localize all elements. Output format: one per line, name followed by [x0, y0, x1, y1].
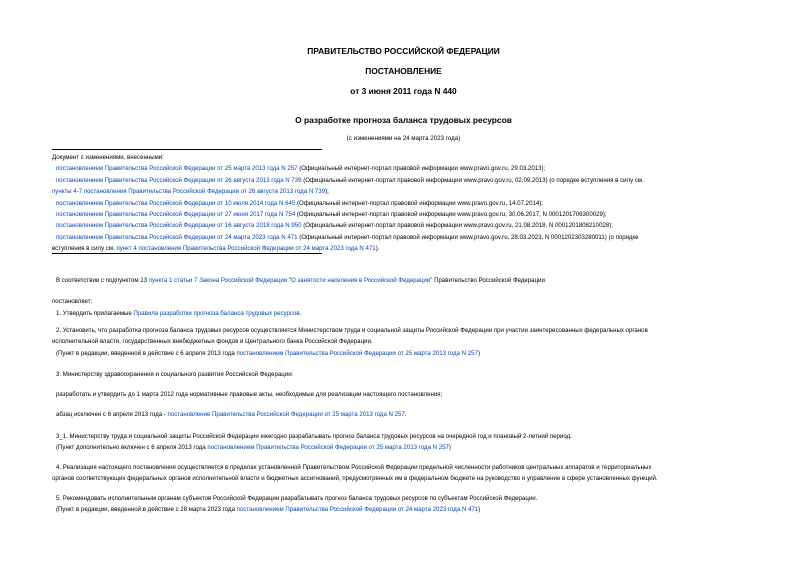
rules-link[interactable]: Правила разработки прогноза баланса трудовых ресурсов	[133, 310, 300, 317]
clause-3-1: 3_1. Министерству труда и социальной защиты Российской Федерации ежегодно разрабатывать прогноз баланса трудовых ресурсов на очередной год и плановый 2-летний период. (Пункт дополнительно включен с 6 апреля 2013 года постановлением Правительства Российской Федерации от 25 марта 2013 года N 257)	[52, 431, 750, 454]
history-entry: постановлением Правительства Российской Федерации от 26 августа 2013 года N 739 (Официальный интернет-портал правовой информации www.pravo.gov.ru, 02.09.2013) (о порядке вступления в силу см.	[56, 176, 644, 184]
government-heading: ПРАВИТЕЛЬСТВО РОССИЙСКОЙ ФЕДЕРАЦИИ	[307, 46, 500, 56]
amendment-link[interactable]: постановлением Правительства Российской Федерации от 26 августа 2013 года N 739	[56, 176, 302, 184]
clause-2-line-2: исполнительной власти, государственных внебюджетных фондов и Центрального банка Российской Федерации.	[52, 338, 373, 346]
history-top-divider	[52, 149, 322, 150]
clause-1: 1. Утвердить прилагаемые Правила разработки прогноза баланса трудовых ресурсов.	[56, 310, 302, 317]
history-entry-continuation: пункты 4-7 постановления Правительства Российской Федерации от 26 августа 2013 года N 739);	[52, 188, 329, 196]
clause-5: 5. Рекомендовать исполнительным органам субъектов Российской Федерации разрабатывать прогноз баланса трудовых ресурсов по субъектам Российской Федерации. (Пункт в редакции, введенной в действие с 28 марта 2023 года постановлением Правительства Российской Федерации от 24 марта 2023 года N 471)	[52, 493, 750, 516]
amendment-link[interactable]: постановлением Правительства Российской Федерации от 25 марта 2013 года N 257	[56, 165, 298, 173]
history-entry: постановлением Правительства Российской Федерации от 10 июля 2014 года N 645 (Официальный интернет-портал правовой информации www.pravo.gov.ru, 14.07.2014);	[56, 199, 543, 207]
amendment-link[interactable]: постановлением Правительства Российской Федерации от 24 марта 2023 года N 471	[56, 233, 298, 241]
clause-2-note: (Пункт в редакции, введенной в действие с 6 апреля 2013 года постановлением Правительства Российской Федерации от 25 марта 2013 года N 257)	[56, 349, 480, 357]
history-bottom-divider	[52, 253, 322, 254]
amendment-link[interactable]: постановление Правительства Российской Федерации от 25 марта 2013 года N 257	[167, 411, 405, 418]
amendment-link[interactable]: постановлением Правительства Российской Федерации от 25 марта 2013 года N 257	[236, 349, 478, 357]
amendment-link[interactable]: постановлением Правительства Российской Федерации от 27 июня 2017 года N 754	[56, 211, 296, 219]
preamble: В соответствии с подпунктом 13 пункта 1 статьи 7 Закона Российской Федерации "О занятости населения в Российской Федерации" Правительство Российской Федерации	[56, 277, 545, 284]
amendment-link[interactable]: пункты 4-7 постановления Правительства Российской Федерации от 26 августа 2013 года N 739	[52, 188, 326, 196]
history-entry: постановлением Правительства Российской Федерации от 24 марта 2023 года N 471 (Официальный интернет-портал правовой информации www.pravo.gov.ru, 28.03.2023, N 0001202303280011) (о порядке	[56, 233, 639, 241]
amendment-link[interactable]: постановлением Правительства Российской Федерации от 16 августа 2018 года N 950	[56, 222, 302, 230]
revision-note: (с изменениями на 24 марта 2023 года)	[346, 135, 461, 142]
history-entry-continuation: вступления в силу см. пункт 4 постановления Правительства Российской Федерации от 24 марта 2023 года N 471).	[52, 245, 380, 253]
employment-law-link[interactable]: О занятости населения в Российской Федерации	[291, 277, 431, 284]
clause-4: 4. Реализация настоящего постановления осуществляется в пределах установленной Правительством Российской Федерации предельной численности работников центральных аппаратов и территориальных органов соответствующих федеральных органов исполнительной власти и бюджетных ассигнований, предусмотренных им в федеральном бюджете на руководство и управление в сфере установленных функций.	[52, 464, 658, 483]
document-title: О разработке прогноза баланса трудовых ресурсов	[295, 115, 512, 125]
amendment-link[interactable]: постановлением Правительства Российской Федерации от 10 июля 2014 года N 645	[56, 199, 296, 207]
history-intro: Документ с изменениями, внесенными:	[52, 154, 164, 161]
decree-word: постановляет:	[52, 298, 93, 305]
clause-2-line-1: 2. Установить, что разработка прогноза баланса трудовых ресурсов осуществляется Министерством труда и социальной защиты Российской Федерации при участии заинтересованных федеральных органов	[56, 327, 648, 334]
amendment-link[interactable]: постановлением Правительства Российской Федерации от 24 марта 2023 года N 471	[236, 506, 479, 514]
clause-3-excluded: абзац исключен с 6 апреля 2013 года - постановление Правительства Российской Федерации от 25 марта 2013 года N 257.	[56, 411, 407, 418]
document-date-number: от 3 июня 2011 года N 440	[350, 86, 457, 96]
history-entry: постановлением Правительства Российской Федерации от 16 августа 2018 года N 950 (Официальный интернет-портал правовой информации www.pravo.gov.ru, 21.08.2018, N 0001201808210028);	[56, 222, 613, 230]
clause-3-1-note: (Пункт дополнительно включен с 6 апреля 2013 года постановлением Правительства Российской Федерации от 25 марта 2013 года N 257)	[56, 444, 451, 452]
history-entry: постановлением Правительства Российской Федерации от 25 марта 2013 года N 257 (Официальный интернет-портал правовой информации www.pravo.gov.ru, 29.03.2013);	[56, 165, 546, 173]
document-type: ПОСТАНОВЛЕНИЕ	[365, 66, 442, 76]
amendment-link[interactable]: пункт 4 постановления Правительства Российской Федерации от 24 марта 2023 года N 471	[116, 245, 376, 253]
clause-2	[52, 325, 750, 359]
revision-history	[52, 152, 750, 255]
history-entry: постановлением Правительства Российской Федерации от 27 июня 2017 года N 754 (Официальный интернет-портал правовой информации www.pravo.gov.ru, 30.06.2017, N 0001201706300029);	[56, 211, 607, 219]
clause-5-note: (Пункт в редакции, введенной в действие с 28 марта 2023 года постановлением Правительства Российской Федерации от 24 марта 2023 года N 471)	[56, 506, 481, 514]
amendment-link[interactable]: постановлением Правительства Российской Федерации от 25 марта 2013 года N 257	[207, 444, 449, 452]
clause-3: 3. Министерству здравоохранения и социального развития Российской Федерации:	[56, 371, 294, 378]
clause-3-item: разработать и утвердить до 1 марта 2012 года нормативные правовые акты, необходимые для реализации настоящего постановления;	[56, 391, 443, 398]
law-article-link[interactable]: пункта 1 статьи 7 Закона Российской Федерации	[148, 277, 288, 284]
